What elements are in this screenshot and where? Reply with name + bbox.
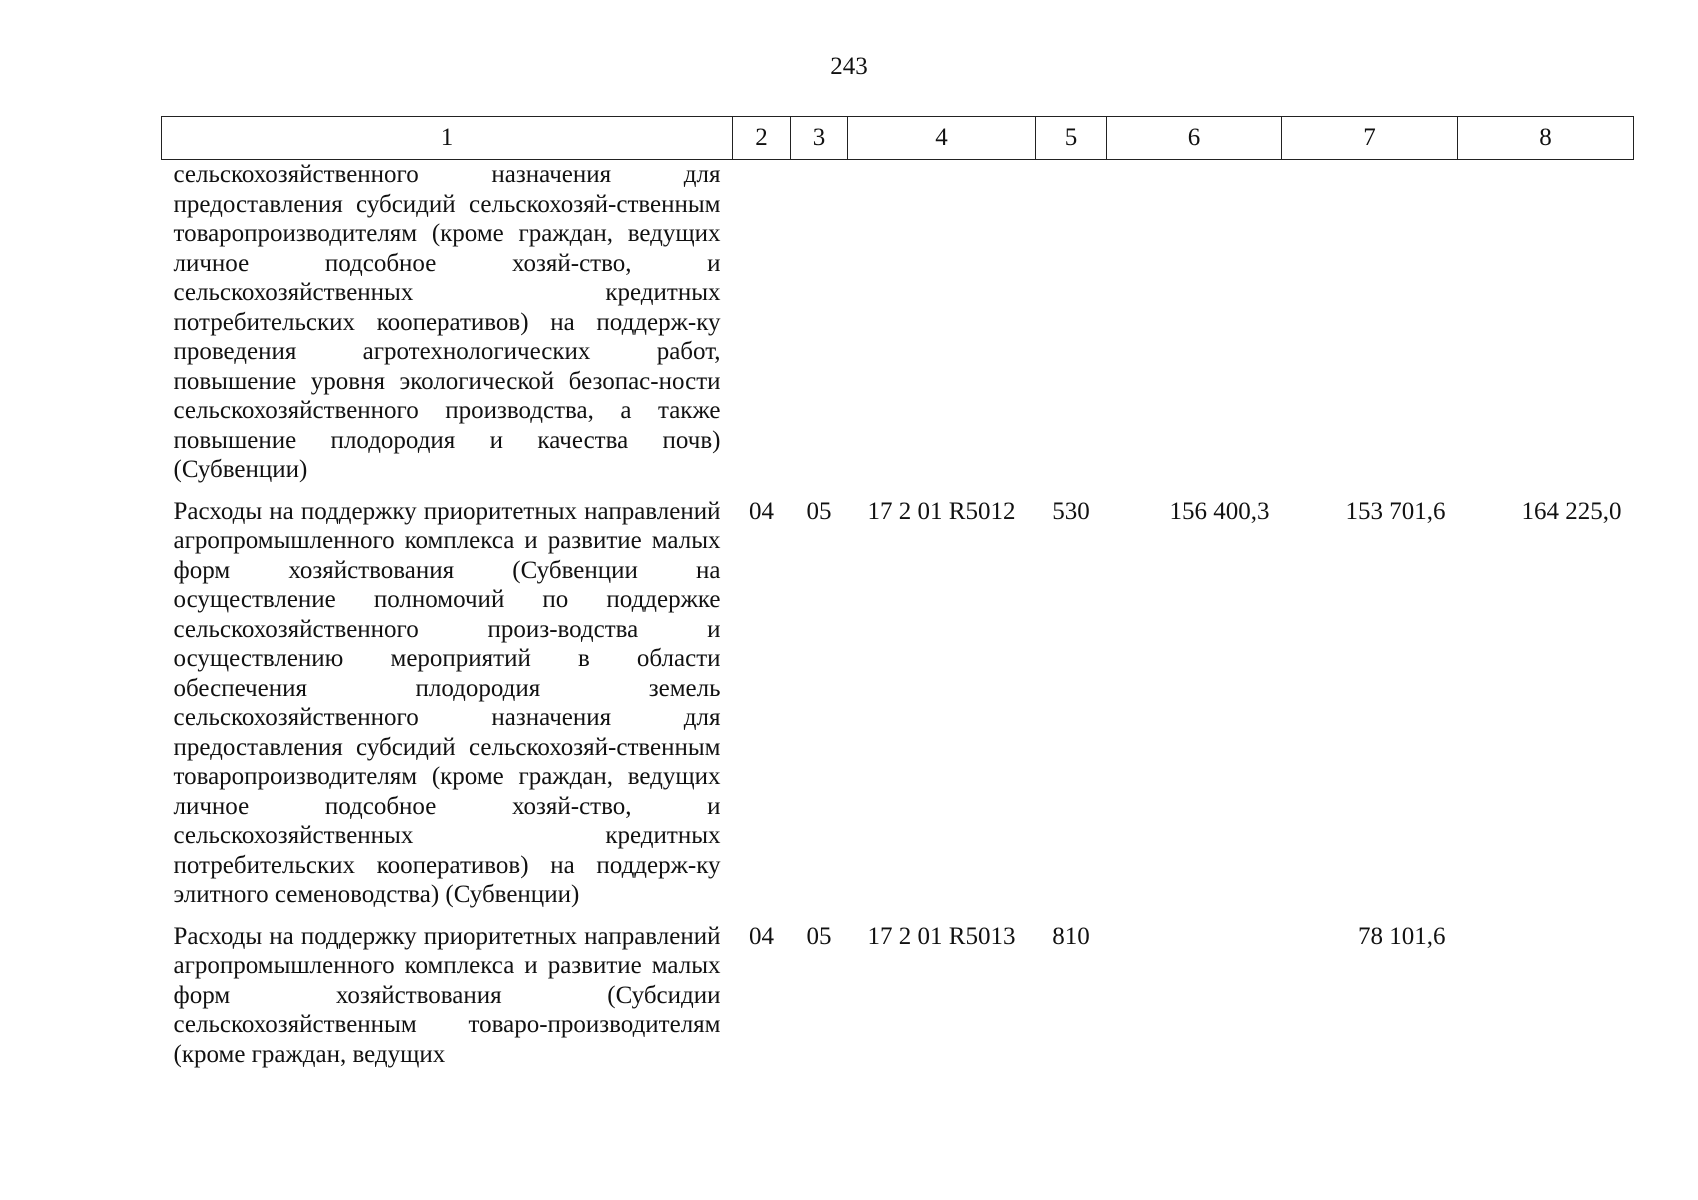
table-header-row [162, 117, 1634, 160]
cell-section: 04 [749, 497, 774, 525]
cell-amount-col6 [1107, 910, 1282, 1070]
column-header-2: 2 [733, 117, 791, 160]
row-description: сельскохозяйственного назначения для предоставления субсидий сельскохозяй-ственным товаропроизводителям (кроме граждан, ведущих личное подсобное хозяй-ство, и сельскохозяйственных кредитных потребительских кооперативов) на поддерж-ку проведения агротехнологических работ, повышение уровня экологической безопас-ности сельскохозяйственного производства, а также повышение плодородия и качества почв) (Субвенции) [173, 161, 721, 483]
column-header-5: 5 [1036, 117, 1107, 160]
cell-amount-col6: 156 400,3 [1169, 497, 1270, 525]
cell-amount-col6 [1107, 160, 1282, 485]
budget-table [161, 116, 1634, 1069]
cell-subsection: 05 [806, 497, 832, 525]
table-row [162, 910, 1634, 1070]
column-header-7: 7 [1282, 117, 1458, 160]
row-description: Расходы на поддержку приоритетных направлений агропромышленного комплекса и развитие малых форм хозяйствования (Субсидии сельскохозяйственным товаро-производителям (кроме граждан, ведущих [173, 922, 721, 1068]
cell-amount-col7: 78 101,6 [1358, 922, 1446, 950]
row-description: Расходы на поддержку приоритетных направлений агропромышленного комплекса и развитие малых форм хозяйствования (Субвенции на осуществление полномочий по поддержке сельскохозяйственного произ-водства и осуществлению мероприятий в области обеспечения плодородия земель сельскохозяйственного назначения для предоставления субсидий сельскохозяй-ственным товаропроизводителям (кроме граждан, ведущих личное подсобное хозяй-ство, и сельскохозяйственных кредитных потребительских кооперативов) на поддерж-ку элитного семеноводства) (Субвенции) [173, 497, 721, 908]
cell-amount-col8: 164 225,0 [1521, 497, 1622, 525]
column-header-4: 4 [848, 117, 1036, 160]
cell-expense-type: 530 [1052, 497, 1090, 525]
cell-expense-type: 810 [1052, 922, 1090, 950]
column-header-6: 6 [1107, 117, 1282, 160]
cell-expense-type [1036, 160, 1107, 485]
table-row [162, 160, 1634, 485]
cell-amount-col7: 153 701,6 [1345, 497, 1446, 525]
cell-section: 04 [749, 922, 774, 950]
cell-amount-col8 [1458, 910, 1634, 1070]
cell-target-article [848, 160, 1036, 485]
cell-subsection: 05 [806, 922, 832, 950]
cell-amount-col7 [1282, 160, 1458, 485]
column-header-1: 1 [162, 117, 733, 160]
column-header-3: 3 [791, 117, 848, 160]
page-number: 243 [830, 53, 868, 80]
cell-target-article: 17 2 01 R5012 [867, 497, 1016, 525]
cell-subsection [791, 160, 848, 485]
cell-target-article: 17 2 01 R5013 [867, 922, 1016, 950]
cell-amount-col8 [1458, 160, 1634, 485]
cell-section [733, 160, 791, 485]
column-header-8: 8 [1458, 117, 1634, 160]
table-row [162, 485, 1634, 910]
